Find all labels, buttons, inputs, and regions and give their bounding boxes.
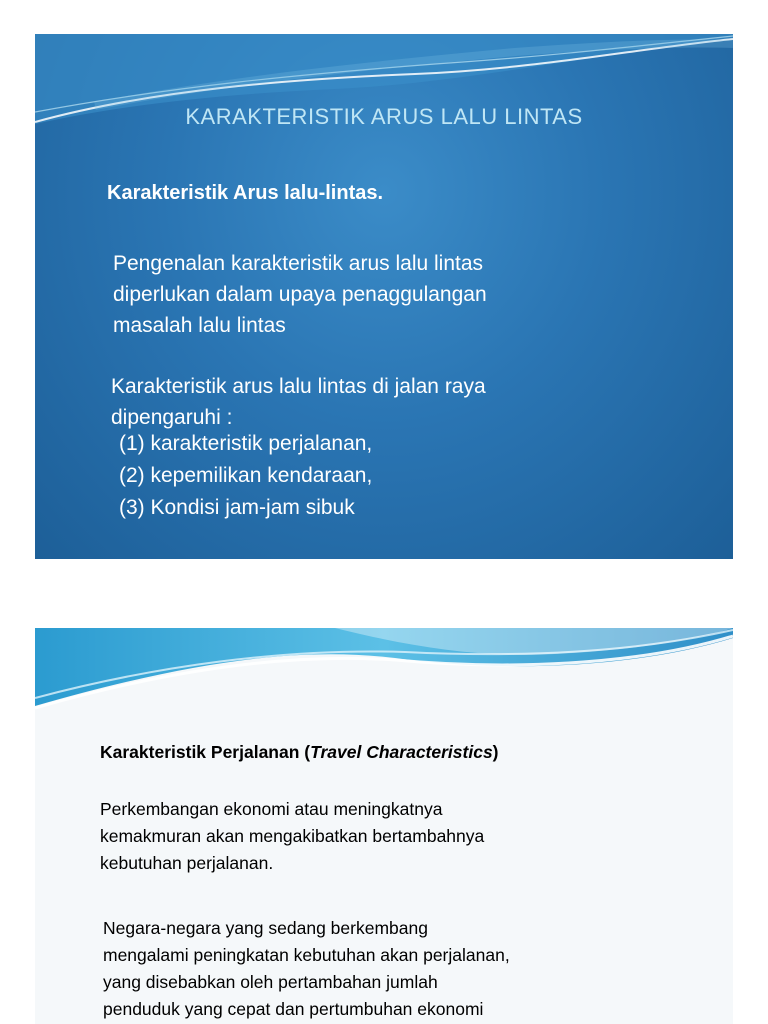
paragraph-factors xyxy=(111,371,486,433)
text-line: yang disebabkan oleh pertambahan jumlah xyxy=(103,972,438,992)
text-line: masalah lalu lintas xyxy=(113,314,286,337)
section-heading: Karakteristik Arus lalu-lintas. xyxy=(107,182,384,204)
heading-text: Karakteristik Perjalanan ( xyxy=(100,742,311,762)
paragraph-economy xyxy=(100,796,484,877)
wave-decoration xyxy=(35,628,733,718)
heading-text-end: ) xyxy=(492,742,499,762)
list-item: (2) kepemilikan kendaraan, xyxy=(119,464,373,487)
slide-title: KARAKTERISTIK ARUS LALU LINTAS xyxy=(185,104,583,129)
slide-1 xyxy=(35,34,733,559)
text-line: Karakteristik arus lalu lintas di jalan raya xyxy=(111,375,486,398)
text-line: dipengaruhi : xyxy=(111,406,233,429)
heading-italic-text: Travel Characteristics xyxy=(310,742,493,762)
text-line: diperlukan dalam upaya penaggulangan xyxy=(113,283,487,306)
section-heading xyxy=(100,742,499,763)
text-line: penduduk yang cepat dan pertumbuhan ekonomi xyxy=(103,999,484,1019)
slide-2 xyxy=(35,628,733,1024)
list-item: (3) Kondisi jam-jam sibuk xyxy=(119,496,355,519)
paragraph-intro xyxy=(113,248,487,341)
text-line: mengalami peningkatan kebutuhan akan perjalanan, xyxy=(103,945,510,965)
text-line: Pengenalan karakteristik arus lalu lintas xyxy=(113,252,484,275)
text-line: kemakmuran akan mengakibatkan bertambahnya xyxy=(100,826,485,846)
paragraph-developing-countries xyxy=(103,915,510,1023)
text-line: Negara-negara yang sedang berkembang xyxy=(103,918,428,938)
list-item: (1) karakteristik perjalanan, xyxy=(119,432,373,455)
text-line: kebutuhan perjalanan. xyxy=(100,853,274,873)
text-line: Perkembangan ekonomi atau meningkatnya xyxy=(100,799,443,819)
